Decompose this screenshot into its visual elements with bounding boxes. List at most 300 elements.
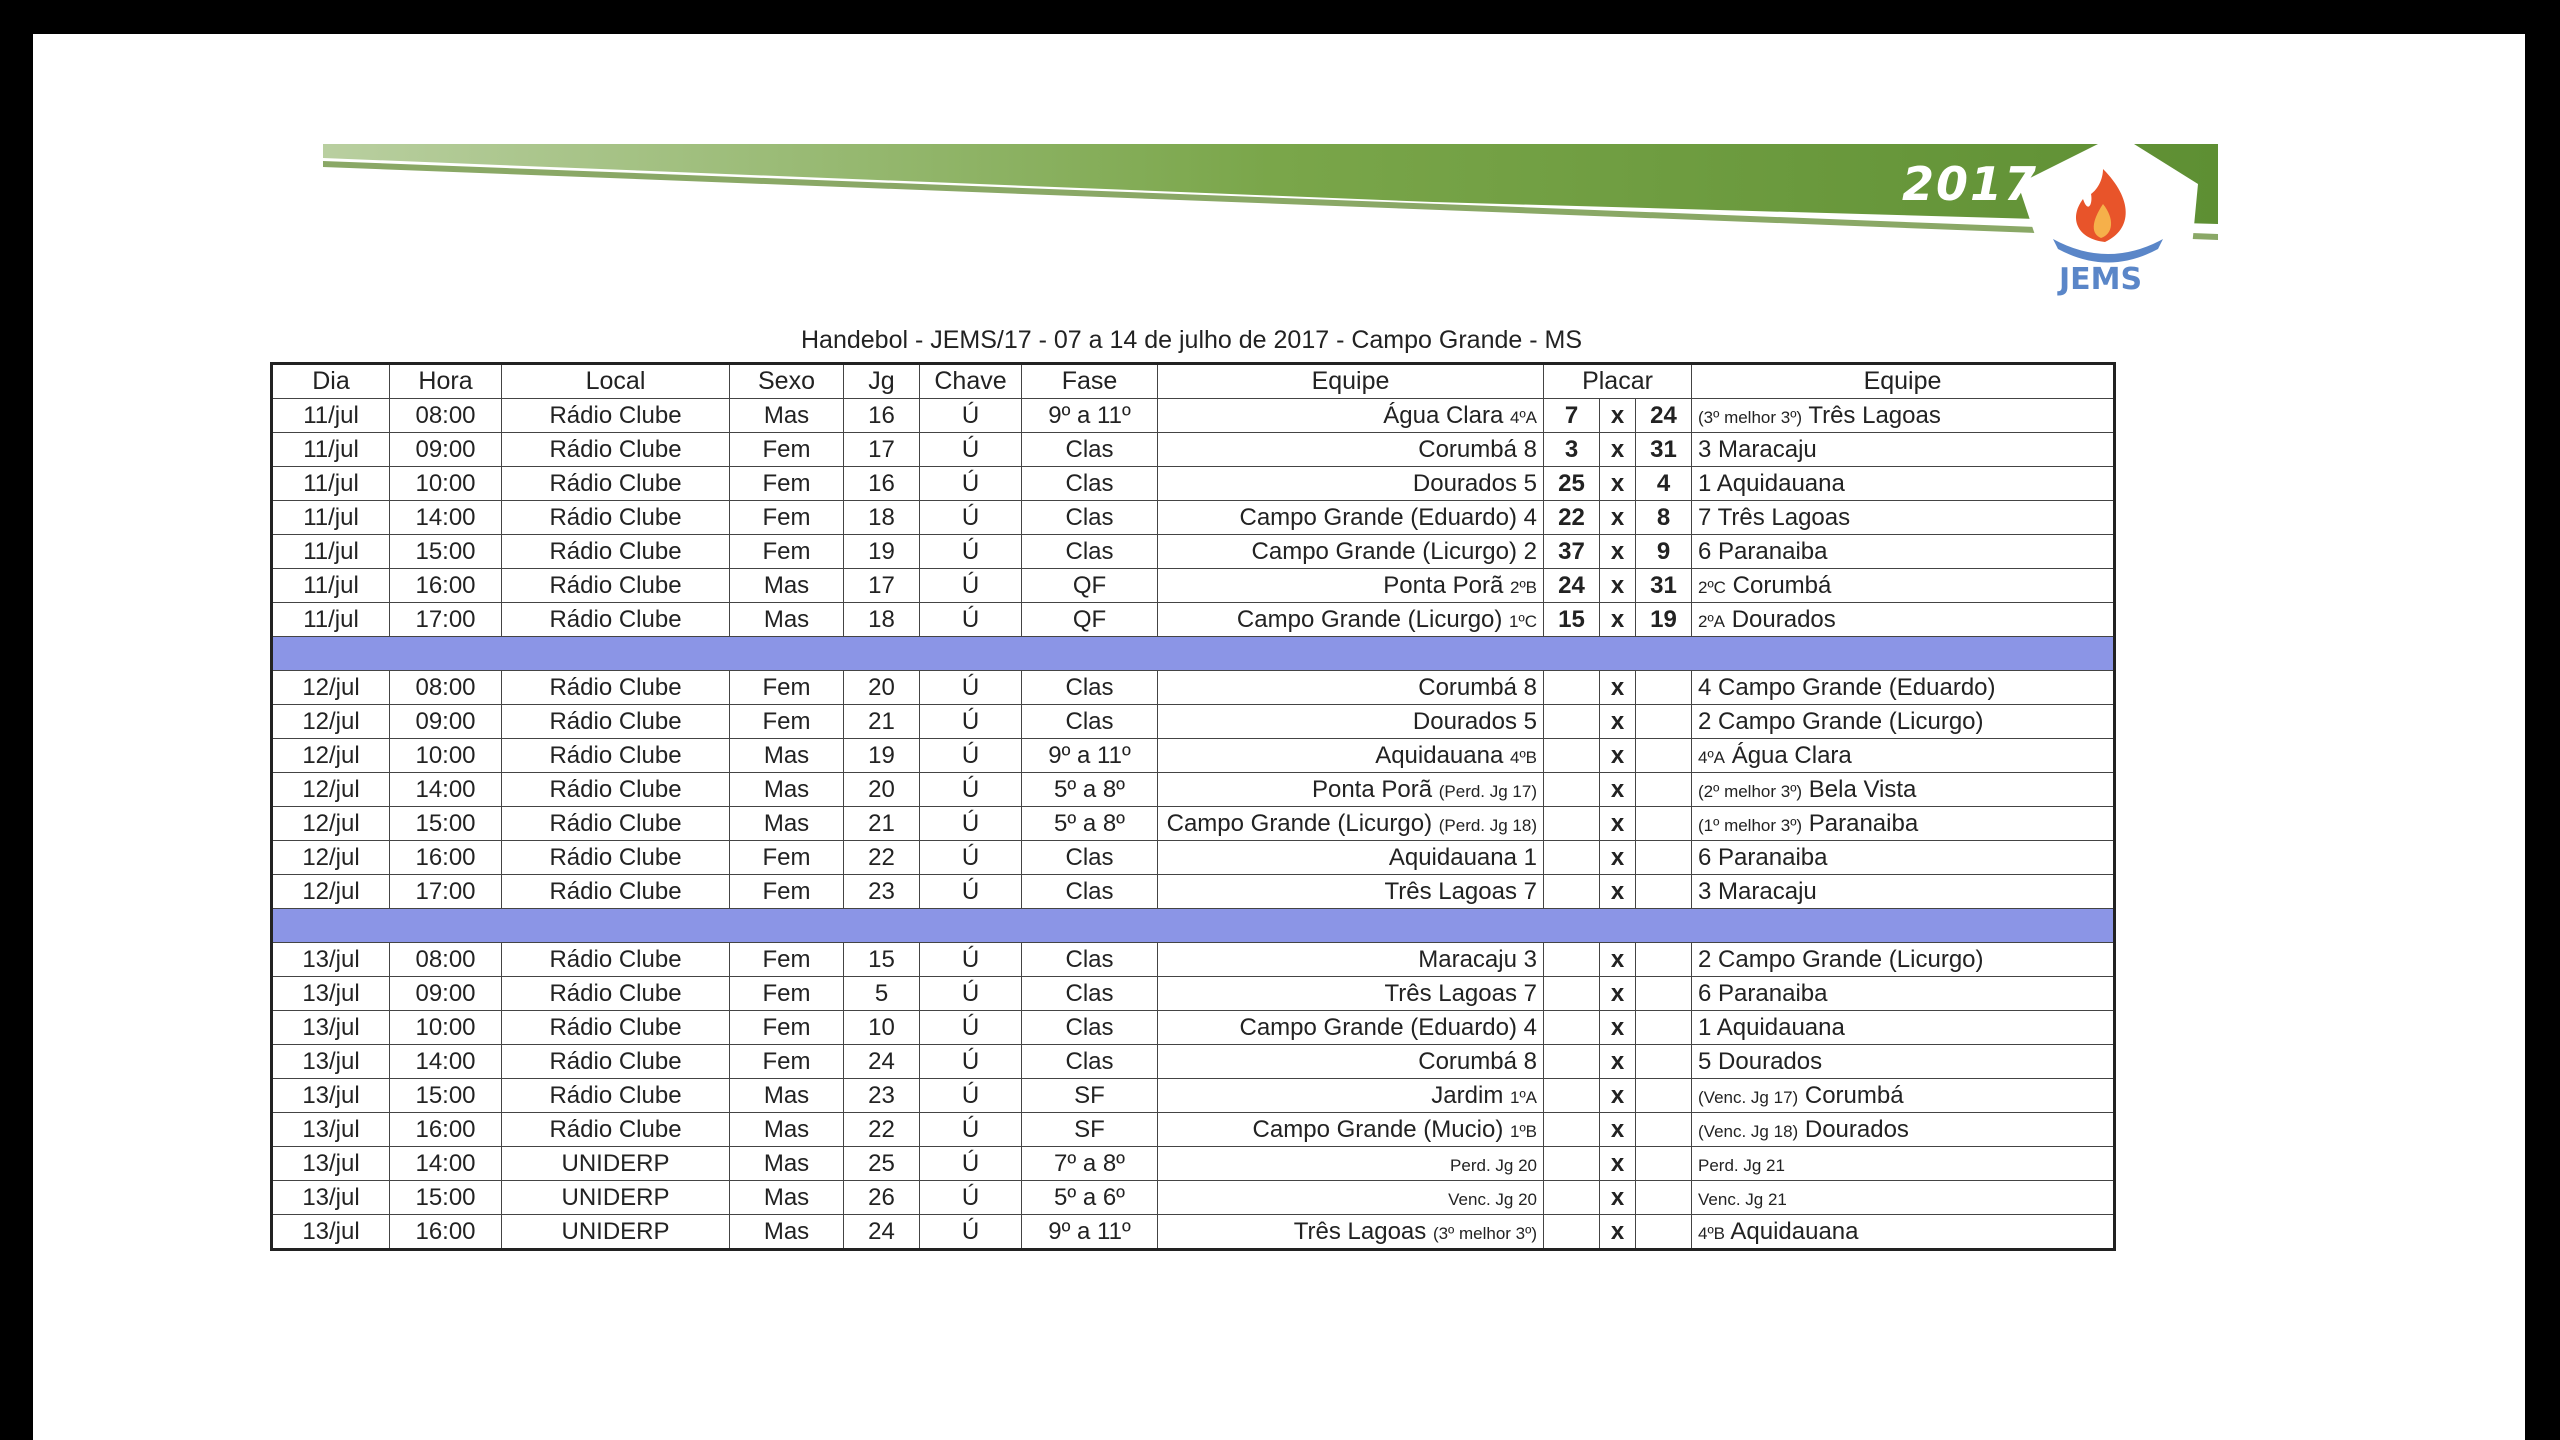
cell-dia: 12/jul	[272, 773, 390, 807]
away-team-name: Paranaiba	[1808, 809, 1919, 837]
cell-chave: Ú	[920, 773, 1022, 807]
day-separator	[272, 909, 2115, 943]
cell-away-score	[1636, 943, 1692, 977]
cell-hora: 15:00	[390, 1079, 502, 1113]
cell-chave: Ú	[920, 1147, 1022, 1181]
away-team-name: Maracaju	[1718, 435, 1817, 463]
cell-local: Rádio Clube	[502, 501, 730, 535]
cell-jg: 10	[844, 1011, 920, 1045]
cell-fase: Clas	[1022, 671, 1158, 705]
away-team-name: Paranaiba	[1718, 843, 1828, 871]
col-chave: Chave	[920, 364, 1022, 399]
table-row	[272, 1147, 2115, 1181]
col-dia: Dia	[272, 364, 390, 399]
cell-sexo: Fem	[730, 977, 844, 1011]
cell-jg: 23	[844, 875, 920, 909]
cell-local: Rádio Clube	[502, 1113, 730, 1147]
cell-home-score	[1544, 1079, 1600, 1113]
day-separator	[272, 637, 2115, 671]
away-team-tag: 2ºC	[1698, 577, 1726, 597]
cell-fase: Clas	[1022, 467, 1158, 501]
cell-away-team	[1692, 1011, 2115, 1045]
cell-jg: 22	[844, 841, 920, 875]
cell-hora: 17:00	[390, 603, 502, 637]
cell-away-team	[1692, 1181, 2115, 1215]
home-team-tag: 8	[1523, 1047, 1537, 1075]
cell-chave: Ú	[920, 739, 1022, 773]
home-team-name: Ponta Porã	[1311, 775, 1433, 803]
table-row	[272, 467, 2115, 501]
cell-jg: 21	[844, 705, 920, 739]
cell-away-score	[1636, 1045, 1692, 1079]
cell-fase: SF	[1022, 1079, 1158, 1113]
home-team-tag: 7	[1523, 979, 1537, 1007]
cell-dia: 13/jul	[272, 1079, 390, 1113]
home-team-tag: 5	[1523, 707, 1537, 735]
table-row	[272, 535, 2115, 569]
cell-dia: 12/jul	[272, 739, 390, 773]
home-team-tag: 2	[1523, 537, 1537, 565]
cell-hora: 14:00	[390, 1045, 502, 1079]
cell-away-team	[1692, 535, 2115, 569]
cell-hora: 15:00	[390, 807, 502, 841]
cell-dia: 12/jul	[272, 841, 390, 875]
away-team-name: Paranaiba	[1718, 979, 1828, 1007]
cell-fase: Clas	[1022, 943, 1158, 977]
home-team-tag: (Perd. Jg 18)	[1438, 815, 1537, 835]
home-team-tag: Venc. Jg 20	[1448, 1189, 1537, 1209]
cell-local: Rádio Clube	[502, 569, 730, 603]
cell-score-sep: x	[1600, 875, 1636, 909]
table-row	[272, 399, 2115, 433]
cell-hora: 14:00	[390, 773, 502, 807]
cell-home-score: 37	[1544, 535, 1600, 569]
cell-away-score	[1636, 671, 1692, 705]
cell-away-score	[1636, 773, 1692, 807]
cell-home-team	[1158, 1045, 1544, 1079]
home-team-tag: 4	[1523, 1013, 1537, 1041]
cell-sexo: Mas	[730, 1079, 844, 1113]
cell-local: Rádio Clube	[502, 841, 730, 875]
cell-score-sep: x	[1600, 501, 1636, 535]
away-team-name: Corumbá	[1732, 571, 1832, 599]
cell-home-team	[1158, 773, 1544, 807]
home-team-name: Campo Grande (Licurgo)	[1166, 809, 1433, 837]
cell-sexo: Mas	[730, 603, 844, 637]
home-team-name: Dourados	[1412, 469, 1517, 497]
cell-dia: 11/jul	[272, 569, 390, 603]
cell-home-team	[1158, 399, 1544, 433]
cell-score-sep: x	[1600, 603, 1636, 637]
cell-score-sep: x	[1600, 399, 1636, 433]
home-team-tag: 4	[1523, 503, 1537, 531]
cell-away-score: 31	[1636, 433, 1692, 467]
cell-chave: Ú	[920, 1079, 1022, 1113]
cell-hora: 16:00	[390, 841, 502, 875]
cell-home-score	[1544, 807, 1600, 841]
cell-home-team	[1158, 1215, 1544, 1250]
cell-jg: 16	[844, 399, 920, 433]
cell-home-score: 24	[1544, 569, 1600, 603]
cell-away-team	[1692, 433, 2115, 467]
cell-home-score	[1544, 739, 1600, 773]
home-team-name: Campo Grande (Eduardo)	[1239, 1013, 1517, 1041]
col-sexo: Sexo	[730, 364, 844, 399]
away-team-tag: 4ºA	[1698, 747, 1726, 767]
cell-away-score: 9	[1636, 535, 1692, 569]
cell-dia: 13/jul	[272, 1113, 390, 1147]
cell-jg: 24	[844, 1045, 920, 1079]
away-team-name: Três Lagoas	[1808, 401, 1941, 429]
cell-local: Rádio Clube	[502, 399, 730, 433]
cell-home-score	[1544, 1113, 1600, 1147]
year-label: 2017	[1902, 157, 2039, 211]
away-team-tag: 1	[1698, 1013, 1712, 1041]
cell-home-team	[1158, 807, 1544, 841]
cell-home-team	[1158, 739, 1544, 773]
cell-away-score	[1636, 807, 1692, 841]
cell-home-team	[1158, 467, 1544, 501]
schedule-body	[272, 399, 2115, 1250]
cell-chave: Ú	[920, 1045, 1022, 1079]
home-team-tag: (3º melhor 3º)	[1432, 1223, 1537, 1243]
home-team-name: Três Lagoas	[1384, 877, 1517, 905]
home-team-tag: 8	[1523, 673, 1537, 701]
table-row	[272, 1045, 2115, 1079]
cell-hora: 10:00	[390, 1011, 502, 1045]
cell-local: Rádio Clube	[502, 705, 730, 739]
col-hora: Hora	[390, 364, 502, 399]
cell-score-sep: x	[1600, 807, 1636, 841]
cell-score-sep: x	[1600, 739, 1636, 773]
cell-dia: 13/jul	[272, 977, 390, 1011]
home-team-name: Campo Grande (Eduardo)	[1239, 503, 1517, 531]
cell-dia: 13/jul	[272, 1215, 390, 1250]
cell-hora: 15:00	[390, 1181, 502, 1215]
cell-away-score: 4	[1636, 467, 1692, 501]
away-team-tag: (Venc. Jg 17)	[1698, 1087, 1799, 1107]
cell-hora: 09:00	[390, 433, 502, 467]
home-team-name: Dourados	[1412, 707, 1517, 735]
cell-away-score	[1636, 1215, 1692, 1250]
table-row	[272, 1079, 2115, 1113]
cell-home-team	[1158, 1011, 1544, 1045]
cell-away-team	[1692, 1215, 2115, 1250]
cell-dia: 11/jul	[272, 433, 390, 467]
cell-away-score	[1636, 977, 1692, 1011]
table-row	[272, 875, 2115, 909]
away-team-tag: Venc. Jg 21	[1698, 1189, 1787, 1209]
cell-local: Rádio Clube	[502, 433, 730, 467]
cell-fase: Clas	[1022, 433, 1158, 467]
cell-chave: Ú	[920, 977, 1022, 1011]
away-team-name: Campo Grande (Licurgo)	[1718, 707, 1984, 735]
cell-score-sep: x	[1600, 705, 1636, 739]
cell-hora: 16:00	[390, 569, 502, 603]
cell-dia: 13/jul	[272, 1011, 390, 1045]
cell-local: UNIDERP	[502, 1215, 730, 1250]
cell-dia: 13/jul	[272, 1181, 390, 1215]
cell-score-sep: x	[1600, 467, 1636, 501]
cell-home-team	[1158, 977, 1544, 1011]
away-team-tag: 4	[1698, 673, 1712, 701]
cell-sexo: Fem	[730, 501, 844, 535]
home-team-tag: (Perd. Jg 17)	[1438, 781, 1537, 801]
table-row	[272, 569, 2115, 603]
cell-chave: Ú	[920, 569, 1022, 603]
away-team-name: Dourados	[1804, 1115, 1909, 1143]
cell-jg: 5	[844, 977, 920, 1011]
cell-home-score	[1544, 1045, 1600, 1079]
cell-home-team	[1158, 671, 1544, 705]
table-row	[272, 603, 2115, 637]
cell-home-score	[1544, 1011, 1600, 1045]
away-team-name: Paranaiba	[1718, 537, 1828, 565]
away-team-tag: 4ºB	[1698, 1223, 1726, 1243]
home-team-tag: 2ºB	[1509, 577, 1537, 597]
cell-home-team	[1158, 501, 1544, 535]
cell-sexo: Mas	[730, 1113, 844, 1147]
cell-score-sep: x	[1600, 1045, 1636, 1079]
col-equipe-home: Equipe	[1158, 364, 1544, 399]
cell-away-team	[1692, 977, 2115, 1011]
cell-home-score	[1544, 671, 1600, 705]
cell-chave: Ú	[920, 943, 1022, 977]
away-team-name: Aquidauana	[1730, 1217, 1859, 1245]
cell-dia: 11/jul	[272, 399, 390, 433]
cell-home-score	[1544, 773, 1600, 807]
cell-chave: Ú	[920, 399, 1022, 433]
cell-dia: 13/jul	[272, 943, 390, 977]
away-team-tag: (2º melhor 3º)	[1698, 781, 1803, 801]
cell-dia: 12/jul	[272, 807, 390, 841]
cell-jg: 23	[844, 1079, 920, 1113]
cell-jg: 18	[844, 501, 920, 535]
away-team-name: Aquidauana	[1716, 469, 1845, 497]
cell-away-team	[1692, 841, 2115, 875]
cell-score-sep: x	[1600, 943, 1636, 977]
cell-home-score	[1544, 943, 1600, 977]
table-row	[272, 671, 2115, 705]
cell-away-score	[1636, 705, 1692, 739]
away-team-tag: 7	[1698, 503, 1712, 531]
home-team-name: Campo Grande (Licurgo)	[1236, 605, 1503, 633]
schedule-table	[270, 362, 2116, 1251]
cell-local: Rádio Clube	[502, 739, 730, 773]
cell-hora: 09:00	[390, 705, 502, 739]
away-team-name: Bela Vista	[1808, 775, 1917, 803]
table-row	[272, 1113, 2115, 1147]
cell-local: UNIDERP	[502, 1147, 730, 1181]
cell-sexo: Fem	[730, 433, 844, 467]
away-team-tag: 6	[1698, 537, 1712, 565]
cell-jg: 17	[844, 433, 920, 467]
home-team-name: Três Lagoas	[1384, 979, 1517, 1007]
home-team-tag: 1ºB	[1509, 1121, 1537, 1141]
cell-local: UNIDERP	[502, 1181, 730, 1215]
cell-score-sep: x	[1600, 1215, 1636, 1250]
cell-score-sep: x	[1600, 569, 1636, 603]
cell-score-sep: x	[1600, 1181, 1636, 1215]
home-team-tag: 1ºA	[1509, 1087, 1537, 1107]
cell-sexo: Fem	[730, 671, 844, 705]
cell-away-team	[1692, 705, 2115, 739]
cell-dia: 12/jul	[272, 705, 390, 739]
cell-hora: 14:00	[390, 501, 502, 535]
cell-score-sep: x	[1600, 1011, 1636, 1045]
cell-score-sep: x	[1600, 977, 1636, 1011]
cell-away-team	[1692, 501, 2115, 535]
jems-logo-text: JEMS	[2059, 262, 2143, 297]
cell-dia: 12/jul	[272, 671, 390, 705]
cell-sexo: Fem	[730, 535, 844, 569]
cell-away-team	[1692, 807, 2115, 841]
cell-away-team	[1692, 1079, 2115, 1113]
cell-sexo: Fem	[730, 705, 844, 739]
cell-hora: 09:00	[390, 977, 502, 1011]
cell-local: Rádio Clube	[502, 943, 730, 977]
cell-hora: 10:00	[390, 467, 502, 501]
cell-fase: Clas	[1022, 841, 1158, 875]
cell-home-score	[1544, 1147, 1600, 1181]
cell-jg: 26	[844, 1181, 920, 1215]
cell-sexo: Mas	[730, 1181, 844, 1215]
cell-fase: Clas	[1022, 535, 1158, 569]
cell-sexo: Mas	[730, 1147, 844, 1181]
table-row	[272, 773, 2115, 807]
away-team-tag: Perd. Jg 21	[1698, 1155, 1785, 1175]
cell-away-score	[1636, 1079, 1692, 1113]
cell-local: Rádio Clube	[502, 773, 730, 807]
cell-score-sep: x	[1600, 1113, 1636, 1147]
table-row	[272, 501, 2115, 535]
cell-sexo: Mas	[730, 807, 844, 841]
cell-home-score: 22	[1544, 501, 1600, 535]
cell-score-sep: x	[1600, 773, 1636, 807]
cell-home-score: 25	[1544, 467, 1600, 501]
cell-away-score	[1636, 1113, 1692, 1147]
cell-away-score: 8	[1636, 501, 1692, 535]
cell-hora: 17:00	[390, 875, 502, 909]
cell-dia: 12/jul	[272, 875, 390, 909]
cell-home-score	[1544, 841, 1600, 875]
document-page	[33, 34, 2525, 1440]
cell-local: Rádio Clube	[502, 1045, 730, 1079]
cell-home-team	[1158, 943, 1544, 977]
home-team-name: Campo Grande (Licurgo)	[1251, 537, 1517, 565]
home-team-name: Água Clara	[1383, 401, 1504, 429]
cell-chave: Ú	[920, 875, 1022, 909]
cell-chave: Ú	[920, 603, 1022, 637]
cell-home-team	[1158, 603, 1544, 637]
table-row	[272, 1181, 2115, 1215]
cell-sexo: Mas	[730, 773, 844, 807]
home-team-tag: 4ºA	[1509, 407, 1537, 427]
cell-home-team	[1158, 875, 1544, 909]
cell-home-score	[1544, 705, 1600, 739]
away-team-tag: 2	[1698, 707, 1712, 735]
cell-fase: 9º a 11º	[1022, 739, 1158, 773]
cell-away-team	[1692, 943, 2115, 977]
table-row	[272, 1011, 2115, 1045]
cell-jg: 22	[844, 1113, 920, 1147]
cell-away-score	[1636, 875, 1692, 909]
cell-fase: 5º a 8º	[1022, 773, 1158, 807]
cell-dia: 13/jul	[272, 1147, 390, 1181]
away-team-name: Campo Grande (Eduardo)	[1718, 673, 1996, 701]
home-team-name: Aquidauana	[1388, 843, 1517, 871]
table-row	[272, 943, 2115, 977]
cell-dia: 11/jul	[272, 467, 390, 501]
cell-hora: 10:00	[390, 739, 502, 773]
home-team-tag: Perd. Jg 20	[1450, 1155, 1537, 1175]
away-team-tag: 5	[1698, 1047, 1712, 1075]
cell-chave: Ú	[920, 1113, 1022, 1147]
cell-sexo: Mas	[730, 1215, 844, 1250]
cell-home-score	[1544, 1181, 1600, 1215]
cell-local: Rádio Clube	[502, 1079, 730, 1113]
cell-fase: Clas	[1022, 1045, 1158, 1079]
cell-sexo: Mas	[730, 399, 844, 433]
cell-hora: 16:00	[390, 1215, 502, 1250]
cell-chave: Ú	[920, 501, 1022, 535]
away-team-tag: 2ºA	[1698, 611, 1726, 631]
cell-chave: Ú	[920, 467, 1022, 501]
cell-local: Rádio Clube	[502, 535, 730, 569]
cell-away-team	[1692, 569, 2115, 603]
cell-sexo: Fem	[730, 1045, 844, 1079]
cell-local: Rádio Clube	[502, 807, 730, 841]
cell-sexo: Fem	[730, 467, 844, 501]
cell-home-team	[1158, 535, 1544, 569]
home-team-tag: 3	[1523, 945, 1537, 973]
col-equipe-away: Equipe	[1692, 364, 2115, 399]
cell-home-team	[1158, 1147, 1544, 1181]
cell-fase: Clas	[1022, 501, 1158, 535]
cell-home-team	[1158, 433, 1544, 467]
cell-fase: 5º a 6º	[1022, 1181, 1158, 1215]
cell-local: Rádio Clube	[502, 671, 730, 705]
cell-away-team	[1692, 1045, 2115, 1079]
cell-away-score	[1636, 1147, 1692, 1181]
cell-home-score	[1544, 977, 1600, 1011]
away-team-name: Campo Grande (Licurgo)	[1718, 945, 1984, 973]
home-team-name: Aquidauana	[1375, 741, 1504, 769]
cell-away-team	[1692, 1113, 2115, 1147]
cell-chave: Ú	[920, 1215, 1022, 1250]
cell-home-score	[1544, 875, 1600, 909]
cell-away-score	[1636, 841, 1692, 875]
cell-chave: Ú	[920, 841, 1022, 875]
home-team-name: Corumbá	[1418, 673, 1517, 701]
cell-away-team	[1692, 467, 2115, 501]
cell-home-score: 15	[1544, 603, 1600, 637]
cell-jg: 18	[844, 603, 920, 637]
cell-jg: 20	[844, 773, 920, 807]
cell-local: Rádio Clube	[502, 875, 730, 909]
day-separator-bar	[272, 909, 2115, 943]
cell-away-score: 19	[1636, 603, 1692, 637]
cell-chave: Ú	[920, 535, 1022, 569]
cell-away-team	[1692, 773, 2115, 807]
cell-fase: 7º a 8º	[1022, 1147, 1158, 1181]
cell-hora: 08:00	[390, 671, 502, 705]
cell-hora: 14:00	[390, 1147, 502, 1181]
away-team-tag: (1º melhor 3º)	[1698, 815, 1803, 835]
cell-score-sep: x	[1600, 1147, 1636, 1181]
home-team-tag: 1ºC	[1509, 611, 1537, 631]
home-team-tag: 8	[1523, 435, 1537, 463]
